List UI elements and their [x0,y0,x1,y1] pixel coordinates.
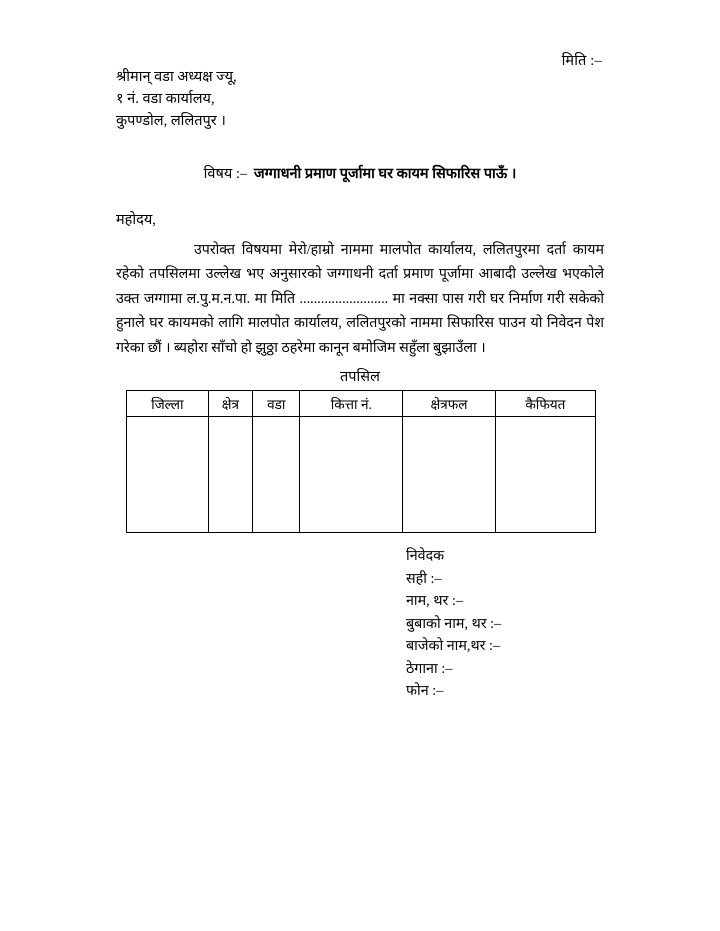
table-row [127,417,596,533]
date-field: मिति :– [561,53,602,69]
applicant-address-field: ठेगाना :– [406,660,453,677]
addressee-block [116,66,237,132]
column-header-areasize: क्षेत्रफल [403,391,496,417]
cell-area[interactable] [208,417,253,533]
subject-line [0,163,720,183]
applicant-heading: निवेदक [406,548,445,564]
addressee-line-2: १ नं. वडा कार्यालय, [116,91,215,108]
column-header-plot-no: कित्ता नं. [300,391,403,417]
table-header-row [127,391,596,417]
cell-district[interactable] [127,417,209,533]
applicant-name-field: नाम, थर :– [406,593,464,610]
applicant-father-name-field: बुबाको नाम, थर :– [406,615,502,632]
column-header-remarks: कैफियत [495,391,595,417]
subject-label: विषय :– [203,166,248,182]
applicant-block [406,545,501,703]
body-paragraph [116,238,604,360]
addressee-line-1: श्रीमान् वडा अध्यक्ष ज्यू, [116,69,237,85]
cell-ward[interactable] [253,417,300,533]
addressee-line-3: कुपण्डोल, ललितपुर । [116,113,226,130]
tapsil-table [126,390,596,533]
applicant-phone-field: फोन :– [406,683,444,700]
applicant-grandfather-name-field: बाजेको नाम,थर :– [406,638,501,655]
column-header-area: क्षेत्र [208,391,253,417]
body-text: उपरोक्त विषयमा मेरो/हाम्रो नाममा मालपोत कार्यालय, ललितपुरमा दर्ता कायम रहेको तपसिलमा उल्लेख भए अनुसारको जग्गाधनी दर्ता प्रमाण पूर्जामा आबादी उल्लेख भएकोले उक्त जग्गामा ल.पु.म.न.पा. मा मिति ......................... मा नक्सा पास गरी घर निर्माण गरी सकेको हुनाले घर कायमको लागि मालपोत कार्यालय, ललितपुरको नाममा सिफारिस पाउन यो निवेदन पेश गरेका छौं । ब्यहोरा साँचो हो झुठ्ठा ठहरेमा कानून बमोजिम सहुँला बुझाउँला । [116,242,604,356]
cell-areasize[interactable] [403,417,496,533]
column-header-district: जिल्ला [127,391,209,417]
subject-text: जग्गाधनी प्रमाण पूर्जामा घर कायम सिफारिस पाऊँ । [253,166,517,182]
cell-plot-no[interactable] [300,417,403,533]
salutation: महोदय, [116,212,156,228]
cell-remarks[interactable] [495,417,595,533]
table-caption: तपसिल [340,369,380,385]
column-header-ward: वडा [253,391,300,417]
applicant-signature-field: सही :– [406,570,442,587]
